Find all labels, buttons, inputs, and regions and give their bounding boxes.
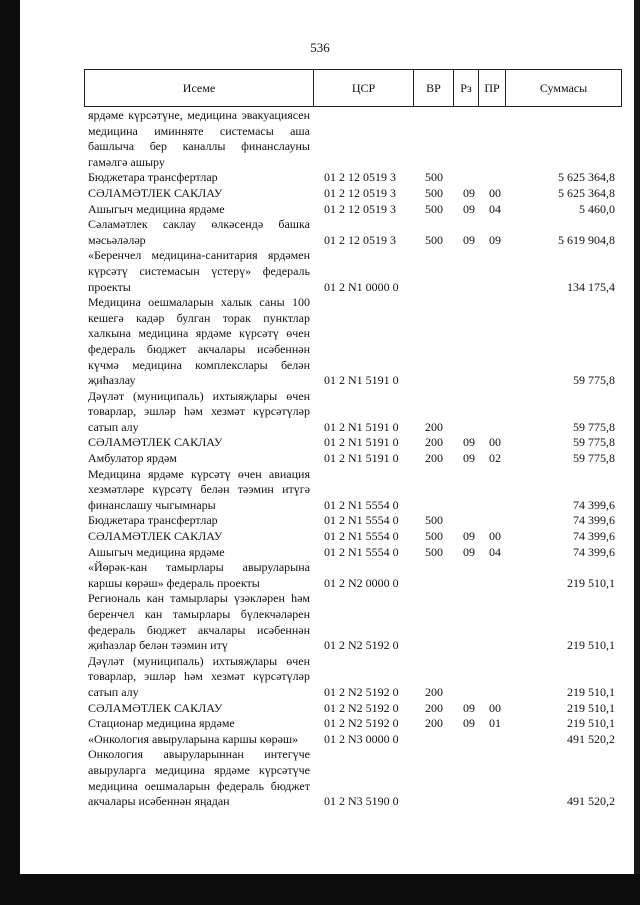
- page-number: 536: [310, 40, 330, 55]
- row-amount: 74 399,6: [573, 529, 615, 544]
- row-amount: 5 625 364,8: [558, 170, 615, 185]
- scan-border-bottom: [0, 874, 640, 905]
- row-code: 01 2 N2 5192 0: [324, 716, 399, 731]
- row-vr: 500: [425, 513, 443, 528]
- row-rz: 09: [463, 435, 475, 450]
- row-name: Сәламәтлек саклау өлкәсендә башка мәсьәләләр: [88, 217, 310, 247]
- row-name: Амбулатор ярдәм: [88, 451, 177, 466]
- header-vr: ВР: [414, 70, 454, 107]
- table-row: [84, 560, 624, 591]
- row-vr: 200: [425, 435, 443, 450]
- table-row: [84, 451, 624, 467]
- table-row: [84, 389, 624, 436]
- row-vr: 500: [425, 170, 443, 185]
- row-name: Ашыгыч медицина ярдәме: [88, 544, 225, 559]
- row-pr: 09: [489, 232, 501, 247]
- row-pr: 01: [489, 716, 501, 731]
- row-rz: 09: [463, 544, 475, 559]
- row-vr: 200: [425, 700, 443, 715]
- row-vr: 200: [425, 451, 443, 466]
- row-amount: 219 510,1: [567, 716, 615, 731]
- row-code: 01 2 N2 5192 0: [324, 700, 399, 715]
- row-amount: 491 520,2: [567, 731, 615, 746]
- row-vr: 500: [425, 529, 443, 544]
- row-code: 01 2 12 0519 3: [324, 185, 396, 200]
- table-row: [84, 108, 624, 170]
- table-row: [84, 732, 624, 748]
- row-pr: 02: [489, 451, 501, 466]
- row-name: «Онкология авыруларына каршы көрәш»: [88, 731, 299, 746]
- row-code: 01 2 N1 0000 0: [324, 279, 399, 294]
- table-row: [84, 248, 624, 295]
- row-name: СӘЛАМӘТЛЕК САКЛАУ: [88, 435, 223, 450]
- row-code: 01 2 N1 5191 0: [324, 419, 399, 434]
- row-name: Ашыгыч медицина ярдәме: [88, 201, 225, 216]
- row-amount: 219 510,1: [567, 684, 615, 699]
- row-rz: 09: [463, 529, 475, 544]
- row-code: 01 2 N2 5192 0: [324, 638, 399, 653]
- row-pr: 00: [489, 529, 501, 544]
- row-pr: 00: [489, 700, 501, 715]
- row-amount: 134 175,4: [567, 279, 615, 294]
- row-name: Бюджетара трансфертлар: [88, 170, 218, 185]
- row-amount: 219 510,1: [567, 638, 615, 653]
- row-name: Медицина ярдәме күрсәтү өчен авиация хезмәтләре күрсәтү белән тәэмин итүгә финанслашу чыгымнары: [88, 466, 310, 512]
- row-amount: 59 775,8: [573, 451, 615, 466]
- row-amount: 59 775,8: [573, 373, 615, 388]
- scan-border-left: [0, 0, 20, 905]
- table-row: [84, 545, 624, 561]
- row-code: 01 2 N2 0000 0: [324, 575, 399, 590]
- table-row: [84, 186, 624, 202]
- table-row: [84, 716, 624, 732]
- row-pr: 04: [489, 544, 501, 559]
- row-rz: 09: [463, 700, 475, 715]
- row-name: СӘЛАМӘТЛЕК САКЛАУ: [88, 185, 223, 200]
- row-name: СӘЛАМӘТЛЕК САКЛАУ: [88, 529, 223, 544]
- table-row: [84, 529, 624, 545]
- table-row: [84, 701, 624, 717]
- row-rz: 09: [463, 201, 475, 216]
- row-amount: 74 399,6: [573, 513, 615, 528]
- row-code: 01 2 N2 5192 0: [324, 684, 399, 699]
- row-amount: 219 510,1: [567, 575, 615, 590]
- row-name: СӘЛАМӘТЛЕК САКЛАУ: [88, 700, 223, 715]
- row-code: 01 2 N3 0000 0: [324, 731, 399, 746]
- row-amount: 59 775,8: [573, 419, 615, 434]
- header-code: ЦСР: [314, 70, 414, 107]
- row-pr: 04: [489, 201, 501, 216]
- row-code: 01 2 N1 5554 0: [324, 497, 399, 512]
- row-vr: 200: [425, 684, 443, 699]
- table-row: [84, 217, 624, 248]
- row-code: 01 2 12 0519 3: [324, 232, 396, 247]
- table-row: [84, 170, 624, 186]
- row-code: 01 2 N1 5554 0: [324, 544, 399, 559]
- row-name: Дәүләт (муниципаль) ихтыяҗлары өчен товарлар, эшләр һәм хезмәт күрсәтүләр сатып алу: [88, 388, 310, 434]
- row-vr: 500: [425, 185, 443, 200]
- row-rz: 09: [463, 716, 475, 731]
- row-amount: 491 520,2: [567, 794, 615, 809]
- table-row: [84, 202, 624, 218]
- row-pr: 00: [489, 435, 501, 450]
- row-amount: 5 619 904,8: [558, 232, 615, 247]
- header-name: Исеме: [85, 70, 314, 107]
- row-vr: 200: [425, 716, 443, 731]
- row-amount: 74 399,6: [573, 544, 615, 559]
- row-code: 01 2 N1 5554 0: [324, 513, 399, 528]
- row-code: 01 2 N1 5554 0: [324, 529, 399, 544]
- table-row: [84, 654, 624, 701]
- header-pr: ПР: [479, 70, 506, 107]
- row-name: Онкология авыруларыннан интегүче авыруларга медицина ярдәме күрсәтүче медицина оешмаларын федераль бюджет акчалары исәбеннән яңадан: [88, 747, 310, 809]
- header-rz: Рз: [454, 70, 479, 107]
- row-code: 01 2 12 0519 3: [324, 170, 396, 185]
- row-amount: 5 460,0: [579, 201, 615, 216]
- row-amount: 74 399,6: [573, 497, 615, 512]
- row-rz: 09: [463, 451, 475, 466]
- row-vr: 200: [425, 419, 443, 434]
- row-vr: 500: [425, 544, 443, 559]
- scan-border-right: [634, 0, 640, 874]
- row-amount: 59 775,8: [573, 435, 615, 450]
- row-name: Медицина оешмаларын халык саны 100 кешегә кадәр булган торак пунктлар халкына медицина ярдәме күрсәтү өчен федераль бюджет акчалары исәбеннән күчмә медицина комплекслары белән җиһазлау: [88, 295, 310, 388]
- row-code: 01 2 N1 5191 0: [324, 373, 399, 388]
- row-pr: 00: [489, 185, 501, 200]
- row-amount: 219 510,1: [567, 700, 615, 715]
- row-name: Стационар медицина ярдәме: [88, 716, 235, 731]
- row-vr: 500: [425, 232, 443, 247]
- row-name: «Беренчел медицина-санитария ярдәмен күрсәтү системасын үстерү» федераль проекты: [88, 248, 310, 294]
- row-code: 01 2 N1 5191 0: [324, 435, 399, 450]
- row-rz: 09: [463, 185, 475, 200]
- table-row: [84, 591, 624, 653]
- table-row: [84, 467, 624, 514]
- row-name: Дәүләт (муниципаль) ихтыяҗлары өчен товарлар, эшләр һәм хезмәт күрсәтүләр сатып алу: [88, 653, 310, 699]
- table-row: [84, 435, 624, 451]
- table-body: [84, 108, 624, 810]
- table-row: [84, 295, 624, 389]
- row-name: Бюджетара трансфертлар: [88, 513, 218, 528]
- row-code: 01 2 N3 5190 0: [324, 794, 399, 809]
- header-amount: Суммасы: [506, 70, 622, 107]
- row-code: 01 2 12 0519 3: [324, 201, 396, 216]
- row-name: Региональ кан тамырлары үзәкләрен һәм беренчел кан тамырлары бүлекчәләрен федераль бюджет акчалары исәбеннән җиһазлар белән тәэмин итү: [88, 591, 310, 653]
- table-row: [84, 747, 624, 809]
- row-rz: 09: [463, 232, 475, 247]
- row-name: ярдәме күрсәтүне, медицина эвакуациясен медицина иминняте системасы аша башлыча бер каналлы финанслауны гамәлгә ашыру: [88, 108, 310, 169]
- table-row: [84, 513, 624, 529]
- row-vr: 500: [425, 201, 443, 216]
- row-name: «Йөрәк-кан тамырлары авыруларына каршы көрәш» федераль проекты: [88, 560, 310, 590]
- row-amount: 5 625 364,8: [558, 185, 615, 200]
- row-code: 01 2 N1 5191 0: [324, 451, 399, 466]
- table-header: [84, 69, 622, 107]
